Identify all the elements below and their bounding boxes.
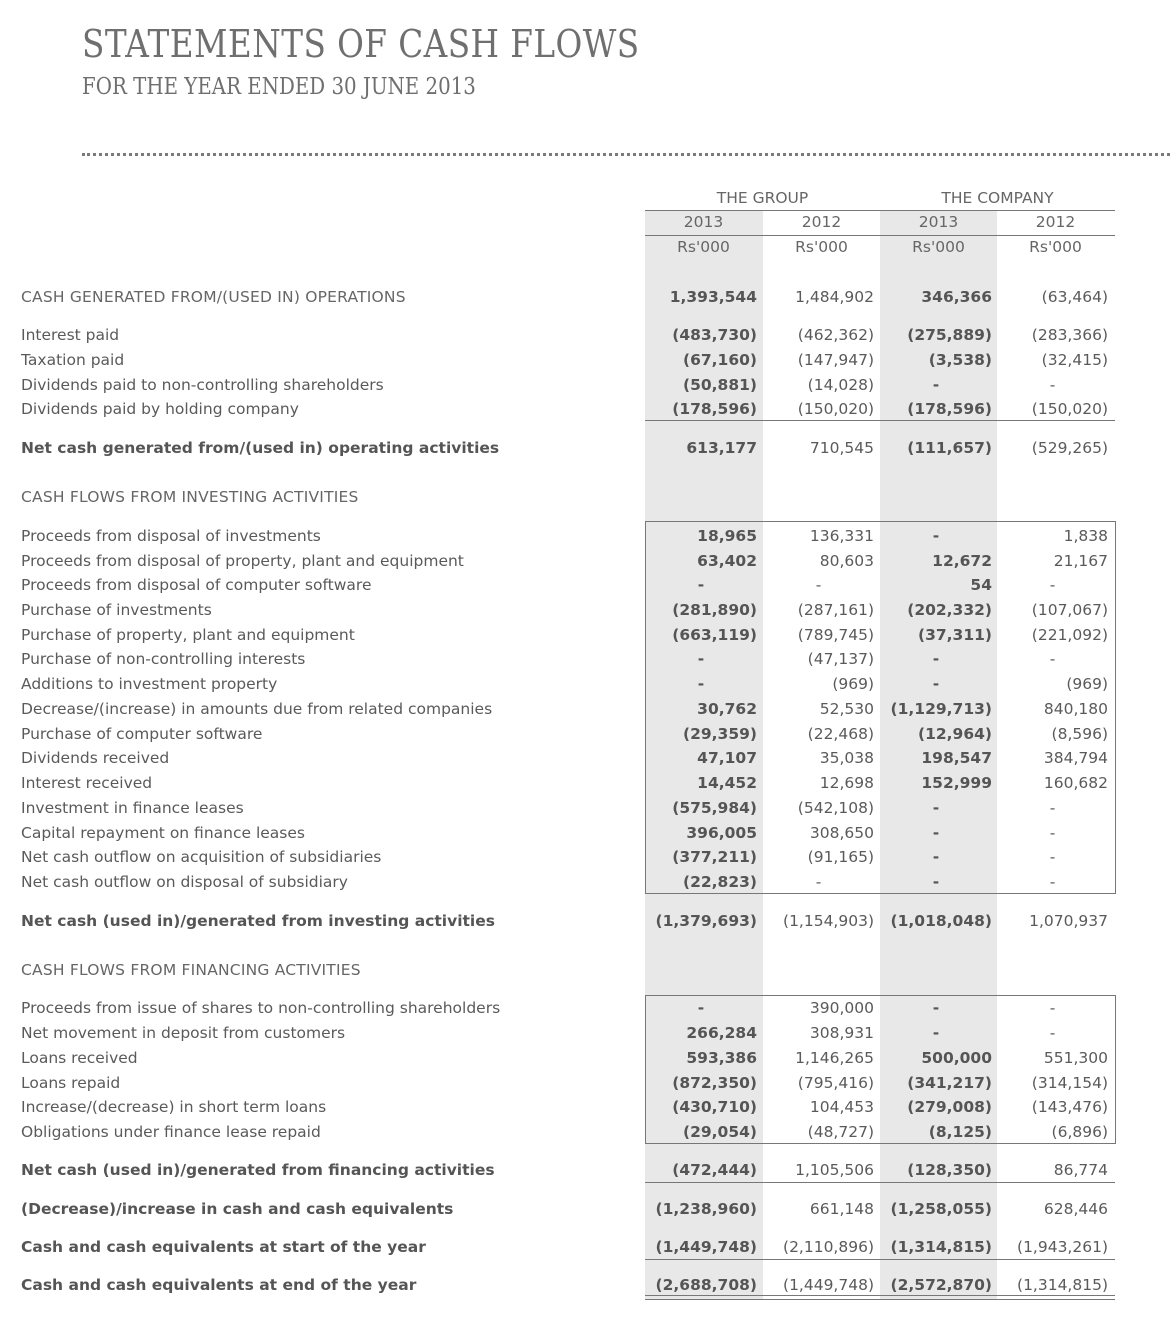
table-row — [0, 1024, 1170, 1048]
cell-value: (472,444) — [672, 1161, 757, 1179]
cell-value: (67,160) — [683, 351, 757, 369]
cell-value: (969) — [1066, 675, 1108, 693]
cell-value: 152,999 — [921, 774, 992, 792]
table-row — [0, 601, 1170, 625]
cell-value: - — [932, 1024, 940, 1042]
table-row — [0, 725, 1170, 749]
cell-value: 54 — [970, 576, 992, 594]
cell-value: 308,931 — [809, 1024, 874, 1042]
table-row — [0, 824, 1170, 848]
cell-value: 18,965 — [697, 527, 757, 545]
row-label: Dividends paid by holding company — [21, 400, 299, 418]
cell-value: (663,119) — [672, 626, 757, 644]
cell-value: (1,129,713) — [890, 700, 992, 718]
cell-value: (37,311) — [918, 626, 992, 644]
cell-value: - — [932, 999, 940, 1017]
cell-value: (143,476) — [1031, 1098, 1108, 1116]
total-row — [0, 439, 1170, 463]
cell-value: (178,596) — [907, 400, 992, 418]
row-label: Cash and cash equivalents at end of the year — [21, 1276, 417, 1294]
cell-value: (287,161) — [797, 601, 874, 619]
cell-value: (789,745) — [797, 626, 874, 644]
cell-value: 500,000 — [921, 1049, 992, 1067]
row-label: Net cash outflow on disposal of subsidiary — [21, 873, 348, 891]
page-title: STATEMENTS OF CASH FLOWS — [82, 22, 640, 66]
cell-value: (483,730) — [672, 326, 757, 344]
cell-value: (2,110,896) — [783, 1238, 874, 1256]
table-row — [0, 527, 1170, 551]
cell-value: 21,167 — [1053, 552, 1108, 570]
cell-value: 551,300 — [1043, 1049, 1108, 1067]
currency-header: Rs'000 — [1029, 238, 1082, 256]
cell-value: 52,530 — [819, 700, 874, 718]
cell-value: (1,154,903) — [783, 912, 874, 930]
cell-value: - — [1049, 824, 1056, 842]
cell-value: (178,596) — [672, 400, 757, 418]
cell-value: 266,284 — [686, 1024, 757, 1042]
cell-value: (2,572,870) — [890, 1276, 992, 1294]
cell-value: (341,217) — [907, 1074, 992, 1092]
cell-value: (462,362) — [797, 326, 874, 344]
cell-value: (63,464) — [1041, 288, 1108, 306]
total-row — [0, 1238, 1170, 1262]
cell-value: - — [932, 824, 940, 842]
table-row — [0, 650, 1170, 674]
cell-value: (22,823) — [683, 873, 757, 891]
row-label: Net cash (used in)/generated from investing activities — [21, 912, 495, 930]
cell-value: (8,125) — [928, 1123, 992, 1141]
table-row — [0, 1123, 1170, 1147]
row-label: Net cash (used in)/generated from financing activities — [21, 1161, 495, 1179]
cell-value: (1,943,261) — [1017, 1238, 1108, 1256]
cell-value: 593,386 — [686, 1049, 757, 1067]
cell-value: 12,698 — [819, 774, 874, 792]
cell-value: 104,453 — [809, 1098, 874, 1116]
cell-value: (1,018,048) — [890, 912, 992, 930]
cell-value: - — [1049, 1024, 1056, 1042]
cell-value: (542,108) — [797, 799, 874, 817]
row-label: CASH FLOWS FROM INVESTING ACTIVITIES — [21, 488, 359, 506]
currency-header: Rs'000 — [677, 238, 730, 256]
cell-value: (795,416) — [797, 1074, 874, 1092]
cell-value: (430,710) — [672, 1098, 757, 1116]
page-subtitle: FOR THE YEAR ENDED 30 JUNE 2013 — [82, 74, 476, 100]
dotted-divider — [82, 153, 1170, 156]
row-label: (Decrease)/increase in cash and cash equivalents — [21, 1200, 454, 1218]
cell-value: (150,020) — [797, 400, 874, 418]
cell-value: 628,446 — [1043, 1200, 1108, 1218]
total-row — [0, 912, 1170, 936]
cell-value: 1,070,937 — [1029, 912, 1108, 930]
cell-value: 396,005 — [686, 824, 757, 842]
row-label: Purchase of non-controlling interests — [21, 650, 306, 668]
table-row — [0, 576, 1170, 600]
row-label: Proceeds from disposal of investments — [21, 527, 321, 545]
cell-value: - — [697, 999, 705, 1017]
cell-value: (128,350) — [907, 1161, 992, 1179]
cell-value: (377,211) — [672, 848, 757, 866]
year-header: 2013 — [683, 213, 724, 231]
row-label: Cash and cash equivalents at start of the year — [21, 1238, 426, 1256]
table-row — [0, 400, 1170, 424]
section-header-row — [0, 288, 1170, 312]
row-label: CASH GENERATED FROM/(USED IN) OPERATIONS — [21, 288, 406, 306]
cell-value: 1,838 — [1063, 527, 1108, 545]
total-row — [0, 1200, 1170, 1224]
cell-value: - — [697, 675, 705, 693]
cell-value: (1,449,748) — [783, 1276, 874, 1294]
cell-value: (221,092) — [1031, 626, 1108, 644]
cell-value: 840,180 — [1043, 700, 1108, 718]
year-header: 2013 — [918, 213, 959, 231]
cell-value: 661,148 — [809, 1200, 874, 1218]
cell-value: - — [932, 376, 940, 394]
table-row — [0, 749, 1170, 773]
section-header-row — [0, 961, 1170, 985]
table-row — [0, 1049, 1170, 1073]
table-row — [0, 873, 1170, 897]
cell-value: - — [1049, 650, 1056, 668]
currency-header: Rs'000 — [795, 238, 848, 256]
row-label: Additions to investment property — [21, 675, 278, 693]
cell-value: 12,672 — [932, 552, 992, 570]
cell-value: 1,393,544 — [669, 288, 757, 306]
year-header: 2012 — [801, 213, 842, 231]
cell-value: - — [815, 873, 822, 891]
cell-value: 346,366 — [921, 288, 992, 306]
cell-value: (529,265) — [1031, 439, 1108, 457]
column-group-header-company: THE COMPANY — [941, 189, 1054, 207]
row-label: Increase/(decrease) in short term loans — [21, 1098, 327, 1116]
table-row — [0, 1074, 1170, 1098]
cell-value: - — [1049, 576, 1056, 594]
cell-value: 80,603 — [819, 552, 874, 570]
row-label: Interest received — [21, 774, 153, 792]
cell-value: 1,484,902 — [795, 288, 874, 306]
cell-value: - — [815, 576, 822, 594]
header-rule — [645, 210, 1115, 211]
cell-value: (275,889) — [907, 326, 992, 344]
table-row — [0, 326, 1170, 350]
cell-value: (14,028) — [807, 376, 874, 394]
table-row — [0, 848, 1170, 872]
cell-value: (2,688,708) — [655, 1276, 757, 1294]
row-label: Loans repaid — [21, 1074, 121, 1092]
cell-value: 710,545 — [809, 439, 874, 457]
row-label: CASH FLOWS FROM FINANCING ACTIVITIES — [21, 961, 361, 979]
cell-value: - — [932, 675, 940, 693]
table-row — [0, 999, 1170, 1023]
table-row — [0, 774, 1170, 798]
table-row — [0, 700, 1170, 724]
cell-value: 308,650 — [809, 824, 874, 842]
row-label: Decrease/(increase) in amounts due from related companies — [21, 700, 493, 718]
total-row — [0, 1161, 1170, 1185]
year-header: 2012 — [1035, 213, 1076, 231]
cell-value: - — [932, 650, 940, 668]
row-label: Taxation paid — [21, 351, 125, 369]
table-row — [0, 675, 1170, 699]
cell-value: - — [1049, 848, 1056, 866]
cell-value: (1,449,748) — [655, 1238, 757, 1256]
cell-value: - — [1049, 999, 1056, 1017]
cell-value: (872,350) — [672, 1074, 757, 1092]
cell-value: - — [1049, 873, 1056, 891]
row-label: Net cash outflow on acquisition of subsidiaries — [21, 848, 382, 866]
cell-value: (202,332) — [907, 601, 992, 619]
table-row — [0, 626, 1170, 650]
cell-value: (969) — [832, 675, 874, 693]
cell-value: 613,177 — [686, 439, 757, 457]
cell-value: (47,137) — [807, 650, 874, 668]
row-label: Dividends received — [21, 749, 170, 767]
row-label: Interest paid — [21, 326, 120, 344]
cell-value: (1,238,960) — [655, 1200, 757, 1218]
cell-value: 160,682 — [1043, 774, 1108, 792]
cell-value: (22,468) — [807, 725, 874, 743]
cell-value: (150,020) — [1031, 400, 1108, 418]
cell-value: 1,146,265 — [795, 1049, 874, 1067]
table-row — [0, 552, 1170, 576]
cell-value: 63,402 — [697, 552, 757, 570]
currency-header: Rs'000 — [912, 238, 965, 256]
row-label: Capital repayment on finance leases — [21, 824, 305, 842]
row-label: Purchase of computer software — [21, 725, 263, 743]
cell-value: (50,881) — [683, 376, 757, 394]
row-label: Dividends paid to non-controlling shareholders — [21, 376, 384, 394]
cell-value: (12,964) — [918, 725, 992, 743]
cell-value: 30,762 — [697, 700, 757, 718]
row-label: Proceeds from disposal of computer software — [21, 576, 372, 594]
cell-value: (1,258,055) — [890, 1200, 992, 1218]
cell-value: (107,067) — [1031, 601, 1108, 619]
cell-value: (1,379,693) — [655, 912, 757, 930]
cell-value: (279,008) — [907, 1098, 992, 1116]
cell-value: - — [1049, 799, 1056, 817]
cell-value: 35,038 — [819, 749, 874, 767]
cell-value: (3,538) — [928, 351, 992, 369]
cell-value: - — [932, 527, 940, 545]
table-row — [0, 376, 1170, 400]
column-group-header-group: THE GROUP — [716, 189, 809, 207]
row-label: Proceeds from disposal of property, plant and equipment — [21, 552, 464, 570]
row-label: Obligations under finance lease repaid — [21, 1123, 321, 1141]
cell-value: 47,107 — [697, 749, 757, 767]
cell-value: - — [1049, 376, 1056, 394]
cell-value: (1,314,815) — [890, 1238, 992, 1256]
cell-value: (575,984) — [672, 799, 757, 817]
row-label: Loans received — [21, 1049, 138, 1067]
cell-value: 86,774 — [1053, 1161, 1108, 1179]
cell-value: (48,727) — [807, 1123, 874, 1141]
row-label: Net cash generated from/(used in) operating activities — [21, 439, 500, 457]
table-row — [0, 799, 1170, 823]
cell-value: - — [697, 576, 705, 594]
cell-value: (29,054) — [683, 1123, 757, 1141]
cell-value: (1,314,815) — [1017, 1276, 1108, 1294]
cell-value: (8,596) — [1051, 725, 1108, 743]
cell-value: (283,366) — [1031, 326, 1108, 344]
row-label: Investment in finance leases — [21, 799, 244, 817]
table-row — [0, 351, 1170, 375]
total-row — [0, 1276, 1170, 1300]
cell-value: (314,154) — [1031, 1074, 1108, 1092]
cell-value: 136,331 — [809, 527, 874, 545]
row-label: Net movement in deposit from customers — [21, 1024, 346, 1042]
cell-value: (29,359) — [683, 725, 757, 743]
cell-value: - — [932, 848, 940, 866]
section-header-row — [0, 488, 1170, 512]
cell-value: (91,165) — [807, 848, 874, 866]
cell-value: 14,452 — [697, 774, 757, 792]
table-row — [0, 1098, 1170, 1122]
cell-value: (147,947) — [797, 351, 874, 369]
cell-value: (281,890) — [672, 601, 757, 619]
cell-value: - — [697, 650, 705, 668]
cell-value: (32,415) — [1041, 351, 1108, 369]
cell-value: 390,000 — [809, 999, 874, 1017]
cell-value: (6,896) — [1051, 1123, 1108, 1141]
cell-value: 1,105,506 — [795, 1161, 874, 1179]
header-rule — [645, 235, 1115, 236]
row-label: Purchase of investments — [21, 601, 212, 619]
row-label: Purchase of property, plant and equipment — [21, 626, 355, 644]
cell-value: (111,657) — [907, 439, 992, 457]
cell-value: - — [932, 873, 940, 891]
cell-value: 384,794 — [1043, 749, 1108, 767]
row-label: Proceeds from issue of shares to non-controlling shareholders — [21, 999, 501, 1017]
cell-value: - — [932, 799, 940, 817]
cell-value: 198,547 — [921, 749, 992, 767]
